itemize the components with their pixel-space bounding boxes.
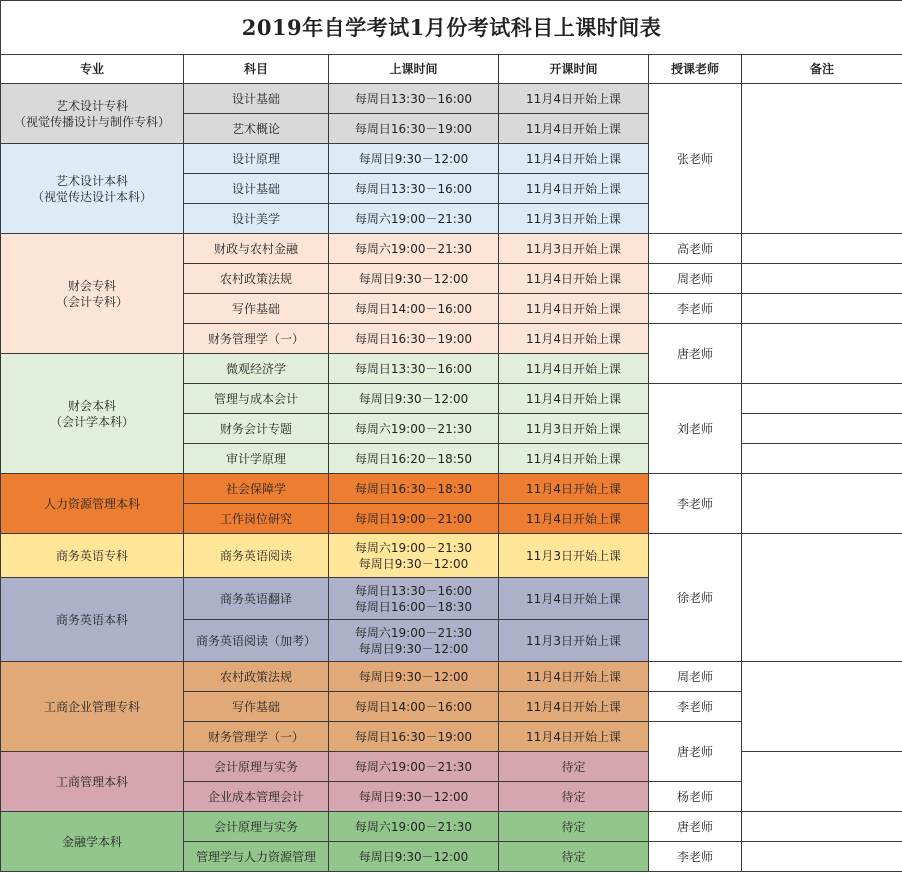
- start-cell: 11月4日开始上课: [499, 474, 649, 504]
- remarks-cell: [742, 264, 902, 294]
- subject-cell: 艺术概论: [184, 114, 329, 144]
- start-cell: 11月3日开始上课: [499, 234, 649, 264]
- remarks-cell: [742, 444, 902, 474]
- major-cell: [1, 144, 184, 234]
- subject-cell: 设计美学: [184, 204, 329, 234]
- start-cell: 11月4日开始上课: [499, 504, 649, 534]
- time-cell: [329, 578, 499, 620]
- start-cell: 11月3日开始上课: [499, 414, 649, 444]
- major-cell: 金融学本科: [1, 812, 184, 872]
- remarks-cell: [742, 294, 902, 324]
- start-cell: 待定: [499, 752, 649, 782]
- remarks-cell: [742, 384, 902, 414]
- teacher-cell: 高老师: [649, 234, 742, 264]
- start-cell: 11月4日开始上课: [499, 662, 649, 692]
- subject-cell: 财务会计专题: [184, 414, 329, 444]
- time-cell: 每周日9:30－12:00: [329, 782, 499, 812]
- subject-cell: 财务管理学（一）: [184, 324, 329, 354]
- subject-cell: 财务管理学（一）: [184, 722, 329, 752]
- table-row: [1, 234, 902, 264]
- teacher-cell: 张老师: [649, 84, 742, 234]
- header-remarks: 备注: [742, 55, 902, 84]
- subject-cell: 企业成本管理会计: [184, 782, 329, 812]
- remarks-cell: [742, 414, 902, 444]
- major-subname: （视觉传达设计本科）: [31, 189, 152, 204]
- major-cell: 工商管理本科: [1, 752, 184, 812]
- time-line: 每周六19:00－21:30: [354, 540, 473, 555]
- start-cell: 待定: [499, 842, 649, 872]
- header-time: 上课时间: [329, 55, 499, 84]
- start-cell: 11月3日开始上课: [499, 204, 649, 234]
- major-cell: [1, 84, 184, 144]
- subject-cell: 设计基础: [184, 174, 329, 204]
- time-cell: 每周六19:00－21:30: [329, 812, 499, 842]
- header-major: 专业: [1, 55, 184, 84]
- subject-cell: 设计基础: [184, 84, 329, 114]
- time-cell: 每周日13:30－16:00: [329, 174, 499, 204]
- subject-cell: 审计学原理: [184, 444, 329, 474]
- time-cell: 每周日9:30－12:00: [329, 842, 499, 872]
- subject-cell: 社会保障学: [184, 474, 329, 504]
- subject-cell: 管理与成本会计: [184, 384, 329, 414]
- header-subject: 科目: [184, 55, 329, 84]
- start-cell: 待定: [499, 782, 649, 812]
- time-cell: 每周六19:00－21:30: [329, 234, 499, 264]
- time-cell: 每周日16:20－18:50: [329, 444, 499, 474]
- time-cell: 每周日9:30－12:00: [329, 662, 499, 692]
- subject-cell: 设计原理: [184, 144, 329, 174]
- subject-cell: 商务英语翻译: [184, 578, 329, 620]
- start-cell: 11月4日开始上课: [499, 174, 649, 204]
- major-cell: 工商企业管理专科: [1, 662, 184, 752]
- time-cell: [329, 620, 499, 662]
- remarks-cell: [742, 662, 902, 752]
- teacher-cell: 唐老师: [649, 812, 742, 842]
- start-cell: 11月4日开始上课: [499, 324, 649, 354]
- start-cell: 11月4日开始上课: [499, 354, 649, 384]
- subject-cell: 农村政策法规: [184, 264, 329, 294]
- remarks-cell: [742, 234, 902, 264]
- remarks-cell: [742, 534, 902, 662]
- teacher-cell: 李老师: [649, 474, 742, 534]
- time-cell: 每周日13:30－16:00: [329, 84, 499, 114]
- table-row: [1, 534, 902, 578]
- time-cell: 每周六19:00－21:30: [329, 752, 499, 782]
- time-cell: 每周日19:00－21:00: [329, 504, 499, 534]
- subject-cell: 写作基础: [184, 692, 329, 722]
- teacher-cell: 刘老师: [649, 384, 742, 474]
- time-cell: 每周日16:30－18:30: [329, 474, 499, 504]
- major-name: 艺术设计专科: [55, 98, 128, 113]
- time-cell: [329, 534, 499, 578]
- time-cell: 每周日13:30－16:00: [329, 354, 499, 384]
- remarks-cell: [742, 84, 902, 234]
- time-cell: 每周日14:00－16:00: [329, 692, 499, 722]
- start-cell: 11月4日开始上课: [499, 578, 649, 620]
- subject-cell: 商务英语阅读: [184, 534, 329, 578]
- teacher-cell: 徐老师: [649, 534, 742, 662]
- start-cell: 11月4日开始上课: [499, 692, 649, 722]
- remarks-cell: [742, 474, 902, 534]
- time-cell: 每周日9:30－12:00: [329, 264, 499, 294]
- time-line: 每周日9:30－12:00: [358, 556, 469, 571]
- start-cell: 待定: [499, 812, 649, 842]
- table-row: [1, 812, 902, 842]
- subject-cell: 农村政策法规: [184, 662, 329, 692]
- subject-cell: 微观经济学: [184, 354, 329, 384]
- table-row: [1, 752, 902, 782]
- time-cell: 每周日16:30－19:00: [329, 722, 499, 752]
- teacher-cell: 唐老师: [649, 722, 742, 782]
- subject-cell: 写作基础: [184, 294, 329, 324]
- subject-cell: 会计原理与实务: [184, 752, 329, 782]
- teacher-cell: 周老师: [649, 264, 742, 294]
- time-line: 每周日16:00－18:30: [354, 599, 473, 614]
- start-cell: 11月4日开始上课: [499, 294, 649, 324]
- major-subname: （会计专科）: [55, 294, 128, 309]
- time-cell: 每周日16:30－19:00: [329, 114, 499, 144]
- subject-cell: 管理学与人力资源管理: [184, 842, 329, 872]
- header-start: 开课时间: [499, 55, 649, 84]
- major-cell: 人力资源管理本科: [1, 474, 184, 534]
- header-teacher: 授课老师: [649, 55, 742, 84]
- time-line: 每周六19:00－21:30: [354, 625, 473, 640]
- major-subname: （会计学本科）: [49, 414, 134, 429]
- start-cell: 11月3日开始上课: [499, 534, 649, 578]
- remarks-cell: [742, 324, 902, 384]
- major-cell: 商务英语专科: [1, 534, 184, 578]
- major-name: 艺术设计本科: [55, 173, 128, 188]
- start-cell: 11月4日开始上课: [499, 144, 649, 174]
- page-title: 2019年自学考试1月份考试科目上课时间表: [1, 1, 902, 55]
- remarks-cell: [742, 812, 902, 842]
- start-cell: 11月4日开始上课: [499, 722, 649, 752]
- start-cell: 11月4日开始上课: [499, 84, 649, 114]
- major-name: 财会本科: [67, 398, 116, 413]
- start-cell: 11月3日开始上课: [499, 620, 649, 662]
- remarks-cell: [742, 842, 902, 872]
- teacher-cell: 杨老师: [649, 782, 742, 812]
- subject-cell: 商务英语阅读（加考）: [184, 620, 329, 662]
- teacher-cell: 李老师: [649, 294, 742, 324]
- time-cell: 每周六19:00－21:30: [329, 204, 499, 234]
- table-row: [1, 662, 902, 692]
- start-cell: 11月4日开始上课: [499, 384, 649, 414]
- major-name: 财会专科: [67, 278, 116, 293]
- time-cell: 每周日9:30－12:00: [329, 384, 499, 414]
- time-cell: 每周日14:00－16:00: [329, 294, 499, 324]
- major-subname: （视觉传播设计与制作专科）: [13, 114, 170, 129]
- time-cell: 每周日9:30－12:00: [329, 144, 499, 174]
- teacher-cell: 唐老师: [649, 324, 742, 384]
- teacher-cell: 周老师: [649, 662, 742, 692]
- subject-cell: 财政与农村金融: [184, 234, 329, 264]
- major-cell: [1, 354, 184, 474]
- teacher-cell: 李老师: [649, 842, 742, 872]
- start-cell: 11月4日开始上课: [499, 444, 649, 474]
- time-cell: 每周日16:30－19:00: [329, 324, 499, 354]
- major-cell: 商务英语本科: [1, 578, 184, 662]
- subject-cell: 工作岗位研究: [184, 504, 329, 534]
- start-cell: 11月4日开始上课: [499, 264, 649, 294]
- start-cell: 11月4日开始上课: [499, 114, 649, 144]
- time-line: 每周日13:30－16:00: [354, 583, 473, 598]
- time-cell: 每周六19:00－21:30: [329, 414, 499, 444]
- table-row: [1, 474, 902, 504]
- subject-cell: 会计原理与实务: [184, 812, 329, 842]
- remarks-cell: [742, 752, 902, 812]
- major-cell: [1, 234, 184, 354]
- time-line: 每周日9:30－12:00: [358, 641, 469, 656]
- teacher-cell: 李老师: [649, 692, 742, 722]
- table-row: [1, 84, 902, 114]
